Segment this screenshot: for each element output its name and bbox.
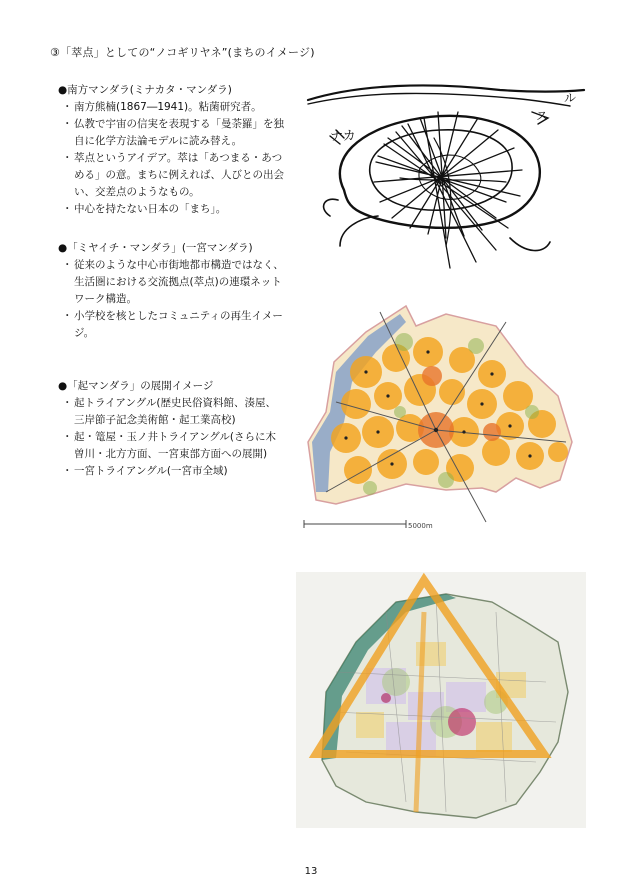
sketch-label-ru: ル [564,91,577,105]
list-item: ・ 起トライアングル(歴史民俗資料館、湊屋、三岸節子記念美術館・起工業高校) [62,397,277,426]
list-item: ・ 萃点というアイデア。萃は「あつまる・あつめる」の意。まちに例えれば、人びとの出会い、交差点のようなもの。 [62,152,284,198]
list-item: ・ 南方熊楠(1867―1941)。粘菌研究者。 [62,101,262,113]
miyaichi-mandala-map [296,292,592,544]
section-title: ●南方マンダラ(ミナカタ・マンダラ) [58,84,232,96]
list-item: ・ 小学校を核としたコミュニティの再生イメージ。 [62,310,283,339]
section-title: ●「起マンダラ」の展開イメージ [58,380,214,392]
map-scale-bar [304,520,406,528]
section-miyaichi-mandala [58,240,284,342]
section-minakata-mandala [58,82,284,218]
okoshi-triangle-map [296,572,586,828]
sketch-label-su: ス [536,109,549,123]
section-okoshi-mandala [58,378,284,480]
sketch-label-naka: ナカ [330,129,356,144]
list-item: ・ 中心を持たない日本の「まち」。 [62,203,227,215]
section-title: ●「ミヤイチ・マンダラ」(一宮マンダラ) [58,242,253,254]
minakata-mandala-sketch [300,78,590,282]
map-scale-label: 5000m [408,522,433,530]
list-item: ・ 従来のような中心市街地都市構造ではなく、生活圏における交流拠点(萃点)の連環ネットワーク構造。 [62,259,284,305]
list-item: ・ 一宮トライアングル(一宮市全域) [62,465,228,477]
list-item: ・ 起・篭屋・玉ノ井トライアングル(さらに木曽川・北方方面、一宮東部方面への展開) [62,431,277,460]
list-item: ・ 仏教で宇宙の信実を表現する「曼荼羅」を独自に化学方法論モデルに読み替え。 [62,118,284,147]
page-heading: ③「萃点」としての“ノコギリヤネ”(まちのイメージ) [50,46,315,59]
page-number: 13 [304,866,318,877]
